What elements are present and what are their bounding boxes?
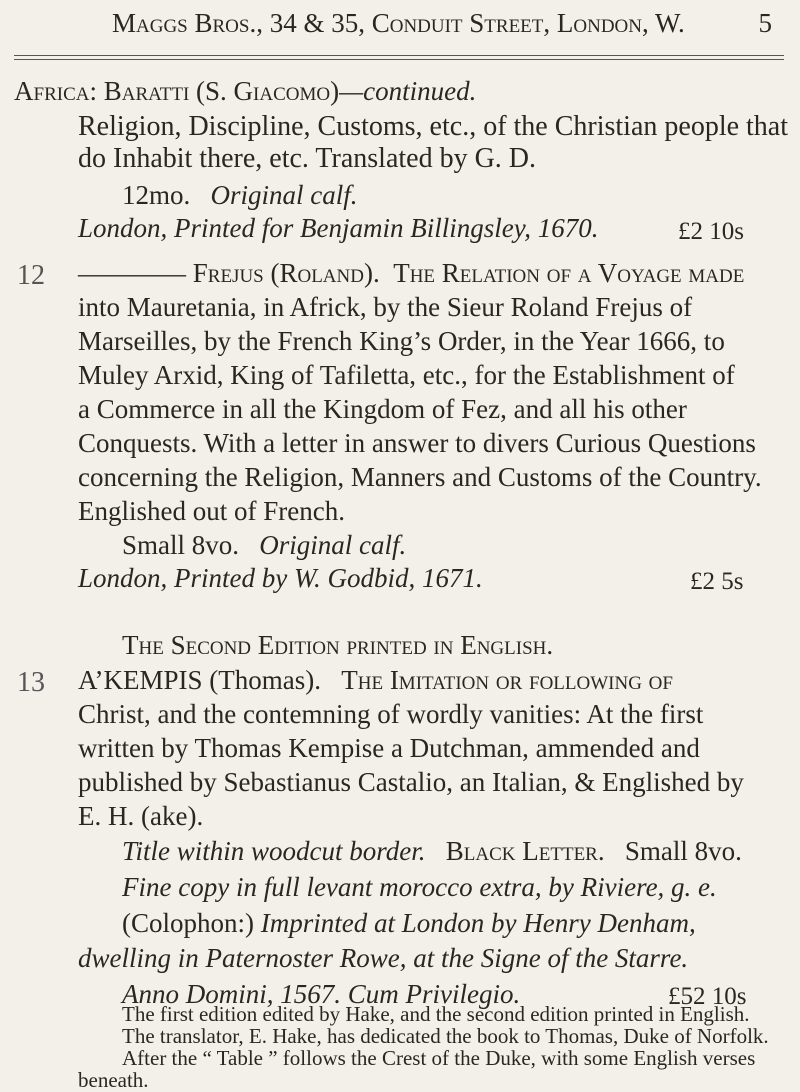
entry13-colophon-line1: Imprinted at London by Henry Denham, [260,908,696,938]
header-rule-secondary [14,59,784,60]
entry13-line: written by Thomas Kempise a Dutchman, ammended and [78,733,700,763]
entry12-imprint: London, Printed by W. Godbid, 1671. [78,563,483,593]
entry13-description-start: Title within woodcut border. [122,836,426,866]
entry12-line: Marseilles, by the French King’s Order, in the Year 1666, to [78,326,725,356]
header-text: Maggs Bros., 34 & 35, Conduit Street, London, W. [112,8,685,38]
entry12-line: into Mauretania, in Africk, by the Sieur Roland Frejus of [78,292,693,322]
entry13-colophon-line2: dwelling in Paternoster Rowe, at the Signe of the Starre. [78,943,689,973]
section-heading [14,78,476,105]
entry12-dash: ———— [78,258,186,288]
entry13-line: published by Sebastianus Castalio, an Italian, & Englished by [78,767,744,797]
section-continued: —continued. [339,76,477,106]
entry11-format: 12mo. [122,180,191,210]
entry13-line: Christ, and the contemning of wordly vanities: At the first [78,699,704,729]
entry12-first-line [78,260,744,287]
page-number: 5 [758,8,772,38]
entry12-line: Englished out of French. [78,496,345,526]
entry13-first-line [78,667,673,694]
entry11-price: £2 10s [678,218,744,245]
entry12-line: Conquests. With a letter in answer to divers Curious Questions [78,428,756,458]
entry13-title-start: The Imitation or following of [341,665,673,695]
entry11-imprint: London, Printed for Benjamin Billingsley, 1670. [78,213,599,243]
section-label: Africa: [14,76,97,106]
entry13-note: After the “ Table ” follows the Crest of the Duke, with some English verses [122,1046,756,1070]
entry13-number: 13 [17,667,45,698]
entry13-note: beneath. [78,1068,149,1092]
entry12-line: concerning the Religion, Manners and Customs of the Country. [78,462,762,492]
page-header [112,8,772,39]
entry13-line: E. H. (ake). [78,801,204,831]
entry13-format: Small 8vo. [624,836,742,866]
entry13-note: The translator, E. Hake, has dedicated the book to Thomas, Duke of Norfolk. [122,1024,769,1048]
entry12-number: 12 [17,260,45,291]
entry12-binding: Original calf. [259,530,407,560]
entry11-format-line [122,182,358,209]
entry12-author: Frejus (Roland). [192,258,380,288]
entry13-description [122,838,742,865]
entry11-binding: Original calf. [210,180,358,210]
entry12-line: Muley Arxid, King of Tafiletta, etc., for the Establishment of [78,360,735,390]
header-rule [14,55,784,56]
entry13-subheading: The Second Edition printed in English. [122,630,554,660]
entry13-author: A’KEMPIS (Thomas). [78,665,321,695]
entry13-colophon-label: (Colophon:) [122,908,254,938]
entry12-price: £2 5s [690,568,744,595]
entry11-title-line2: do Inhabit there, etc. Translated by G. D. [78,143,537,174]
entry13-colophon [122,910,696,937]
entry11-title-line1: Religion, Discipline, Customs, etc., of the Christian people that [78,111,789,142]
entry13-binding: Fine copy in full levant morocco extra, by Riviere, g. e. [122,872,717,902]
entry13-black-letter: Black Letter. [445,836,605,866]
entry13-note: The first edition edited by Hake, and the second edition printed in English. [122,1002,750,1026]
entry12-title-start: The Relation of a Voyage made [393,258,745,288]
entry13-price: £52 10s [668,983,747,1010]
entry13-colophon-line3: Anno Domini, 1567. Cum Privilegio. [122,979,521,1009]
section-author: Baratti (S. Giacomo) [103,76,340,106]
entry12-format: Small 8vo. [122,530,240,560]
entry12-format-line [122,532,406,559]
entry12-line: a Commerce in all the Kingdom of Fez, and all his other [78,394,687,424]
